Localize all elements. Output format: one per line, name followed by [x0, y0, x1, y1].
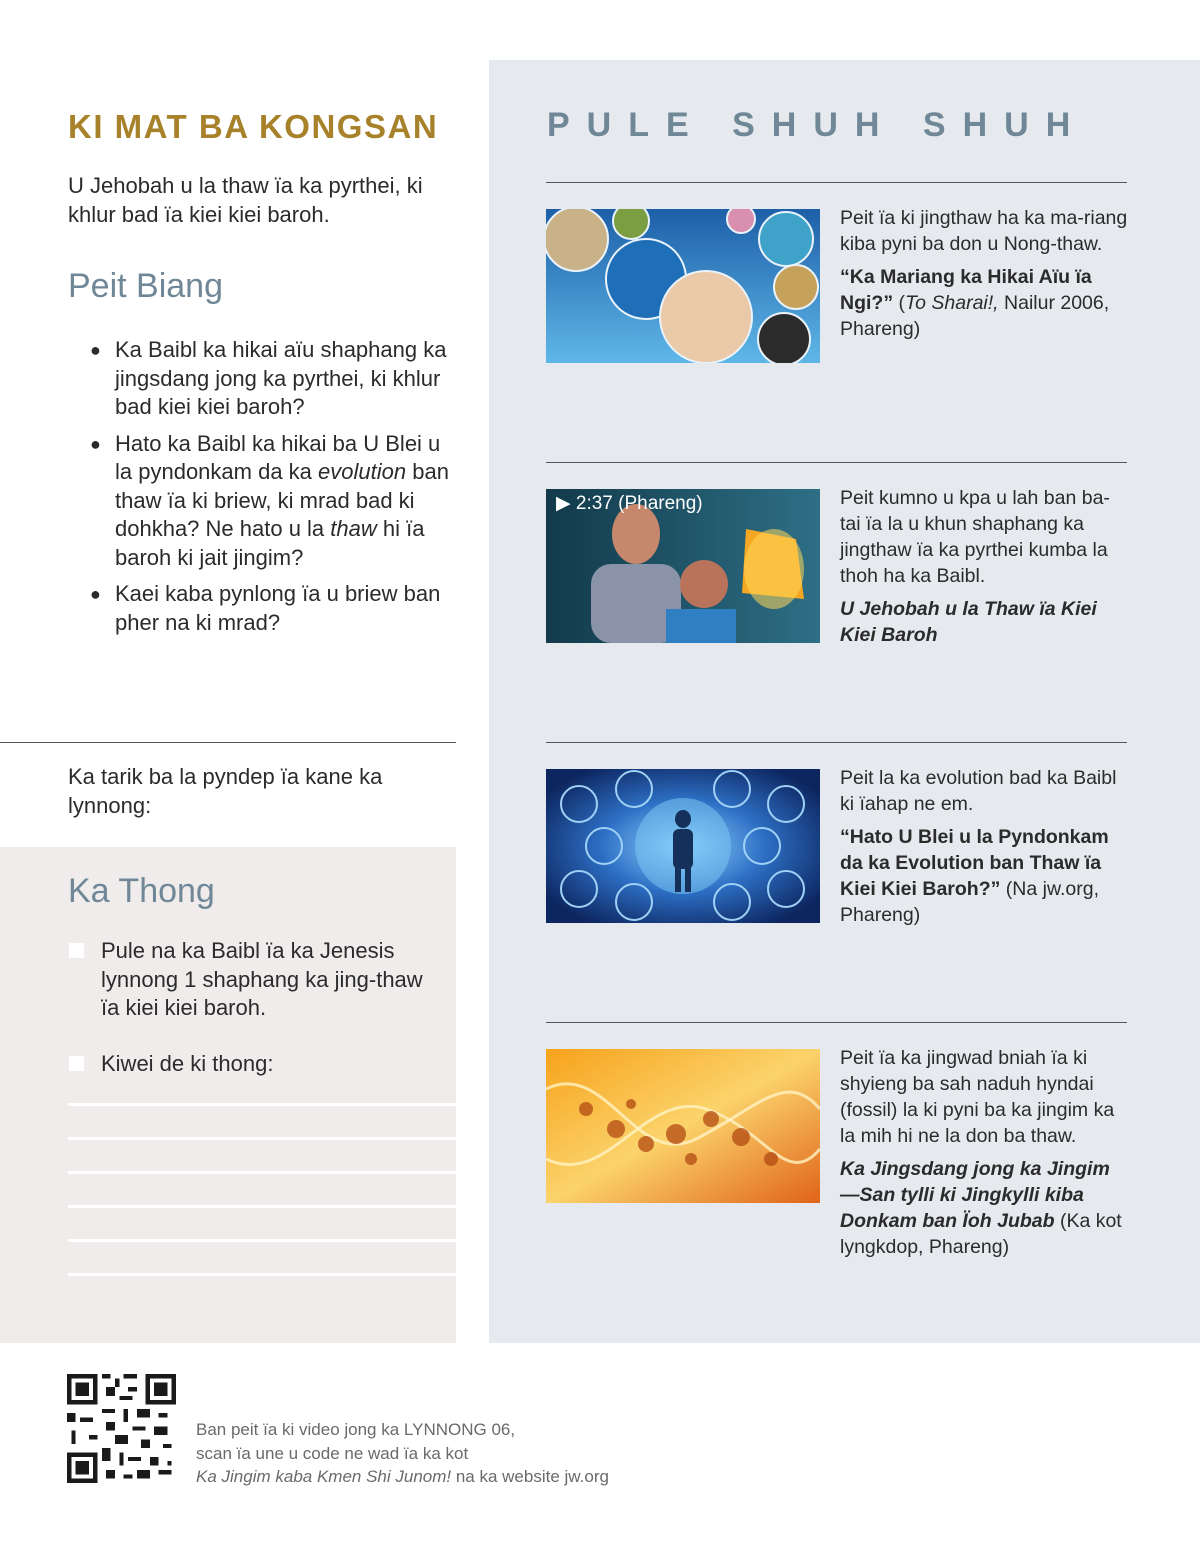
bullet-icon: ● [90, 433, 101, 454]
evolution-circle-image[interactable] [546, 769, 820, 923]
bullet-icon: ● [90, 340, 101, 360]
divider [546, 1022, 1127, 1023]
divider [546, 742, 1127, 743]
review-question: ● Kaei kaba pynlong ïa u briew ban pher na ki mrad? [90, 581, 441, 635]
lesson-heading: KI MAT BA KONGSAN [68, 108, 439, 145]
video-duration-label[interactable]: ▶ 2:37 (Phareng) [556, 493, 703, 514]
divider [0, 742, 456, 743]
footer-note: Ban peit ïa ki video jong ka LYNNONG 06, scan ïa une u code ne wad ïa ka kot Ka Jingim kaba Kmen Shi Junom! na ka website jw.org [196, 1420, 609, 1486]
reading-entry: Peit ïa ki jingthaw ha ka ma-riang kiba pyni ba don u Nong-thaw. “Ka Mariang ka Hikai Aïu ïa Ngi?” (To Sharai!, Nailur 2006, Phareng) [840, 207, 1128, 340]
qr-code-icon[interactable] [67, 1374, 176, 1483]
review-questions [90, 336, 460, 645]
father-son-video-image[interactable] [546, 489, 820, 643]
bullet-icon: ● [90, 584, 101, 604]
creation-collage-image[interactable] [546, 209, 820, 363]
article-title-link[interactable]: “Ka Mariang ka Hikai Aïu ïa Ngi?” [840, 266, 1092, 314]
reading-entry: Peit ïa ka jingwad bniah ïa ki shyieng ba sah naduh hyndai (fossil) la ki pyni ba ka jingim ka la mih hi ne la don ba thaw. Ka Jingsdang jong ka Jingim —San tylli ki Jingkylli kiba Donkam ban Ïoh Jubab (Ka kot lyngkdop, Phareng) [840, 1047, 1122, 1258]
review-question: ● Ka Baibl ka hikai aïu shaphang ka jingsdang jong ka pyrthei, ki khlur bad kiei kiei baroh? [90, 337, 447, 419]
goal-heading: Ka Thong [68, 872, 215, 910]
dna-strand-image[interactable] [546, 1049, 820, 1203]
goal-item: Pule na ka Baibl ïa ka Jenesis lynnong 1 shaphang ka jing-thaw ïa kiei kiei baroh. [68, 937, 438, 1023]
writing-lines[interactable] [68, 1103, 456, 1307]
checkbox[interactable] [69, 1056, 84, 1071]
further-reading-heading: PULE SHUH SHUH [547, 106, 1088, 144]
lesson-summary: U Jehobah u la thaw ïa ka pyrthei, ki khlur bad ïa kiei kiei baroh. [68, 173, 423, 227]
goal-list [68, 937, 438, 1105]
completion-date-label: Ka tarik ba la pyndep ïa kane ka lynnong: [68, 764, 383, 818]
checkbox[interactable] [69, 943, 84, 958]
reading-entry: Peit kumno u kpa u lah ban ba-tai ïa la u khun shaphang ka jingthaw ïa ka pyrthei kumba la thoh ha ka Baibl. U Jehobah u la Thaw ïa Kiei Kiei Baroh [840, 485, 1130, 648]
video-title-link[interactable]: U Jehobah u la Thaw ïa Kiei Kiei Baroh [840, 598, 1097, 646]
review-heading: Peit Biang [68, 267, 223, 305]
book-title-link[interactable]: Ka Jingsdang jong ka Jingim —San tylli ki Jingkylli kiba Donkam ban Ïoh Jubab [840, 1158, 1110, 1232]
reading-entry: Peit la ka evolution bad ka Baibl ki ïahap ne em. “Hato U Blei u la Pyndonkam da ka Evolution ban Thaw ïa Kiei Kiei Baroh?” (Na jw.org, Phareng) [840, 767, 1117, 926]
divider [546, 462, 1127, 463]
review-question: ● Hato ka Baibl ka hikai ba U Blei u la pyndonkam da ka evolution ban thaw ïa ki briew, ki mrad bad ki dohkha? Ne hato u la thaw hi ïa baroh ki jait jingim? [90, 430, 449, 570]
goal-item: Kiwei de ki thong: [68, 1050, 438, 1079]
article-title-link[interactable]: “Hato U Blei u la Pyndonkam da ka Evolution ban Thaw ïa Kiei Kiei Baroh?” [840, 826, 1109, 900]
divider [546, 182, 1127, 183]
